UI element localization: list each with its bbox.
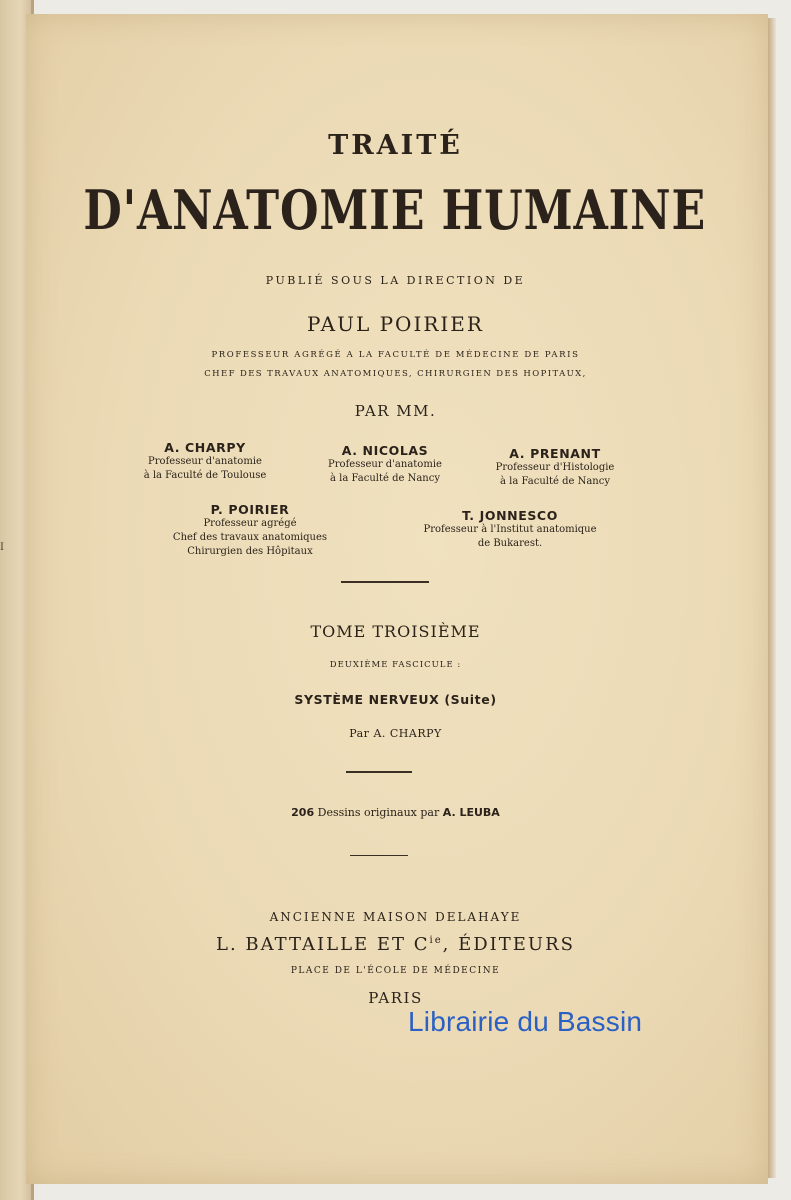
author-line: à la Faculté de Nancy	[330, 473, 440, 484]
publisher-place: PLACE DE L'ÉCOLE DE MÉDECINE	[290, 966, 501, 976]
title-line-2: D'ANATOMIE HUMAINE	[83, 178, 707, 242]
author-name: A. NICOLAS	[341, 443, 429, 458]
author-jonnesco	[420, 508, 600, 551]
author-name: P. POIRIER	[210, 502, 290, 517]
author-nicolas	[310, 443, 460, 486]
author-charpy	[130, 440, 280, 483]
publie-line: PUBLIÉ SOUS LA DIRECTION DE	[265, 274, 526, 287]
author-line: Professeur d'anatomie	[148, 456, 262, 467]
publisher-name	[0, 934, 791, 955]
leaf-mark: I	[0, 542, 4, 553]
author-line: Professeur d'anatomie	[328, 459, 442, 470]
publisher-city: PARIS	[368, 989, 423, 1007]
title-line-1: TRAITÉ	[328, 130, 463, 161]
author-name: A. CHARPY	[164, 440, 246, 455]
divider-rule	[341, 581, 429, 583]
par-mm: PAR MM.	[354, 402, 437, 420]
dessins-artist: A. LEUBA	[442, 806, 500, 819]
divider-rule	[350, 855, 408, 856]
author-prenant	[480, 446, 630, 489]
publisher-name-sup: ie	[429, 935, 443, 946]
director-title-2: CHEF DES TRAVAUX ANATOMIQUES, CHIRURGIEN DES HOPITAUX,	[204, 369, 587, 379]
par-charpy: Par A. CHARPY	[349, 727, 442, 740]
dessins-line	[0, 806, 791, 819]
author-line: Chef des travaux anatomiques	[172, 532, 328, 543]
author-line: Professeur à l'Institut anatomique	[423, 524, 597, 535]
author-line: Chirurgien des Hôpitaux	[187, 546, 313, 557]
director-name: PAUL POIRIER	[307, 312, 484, 336]
author-line: Professeur agrégé	[203, 518, 297, 529]
divider-rule	[346, 771, 412, 773]
author-line: Professeur d'Histologie	[495, 462, 615, 473]
systeme-line: SYSTÈME NERVEUX (Suite)	[294, 692, 497, 707]
author-poirier	[165, 502, 335, 559]
author-line: de Bukarest.	[477, 538, 543, 549]
author-name: T. JONNESCO	[462, 508, 558, 523]
publisher-ancienne: ANCIENNE MAISON DELAHAYE	[269, 910, 522, 924]
author-line: à la Faculté de Nancy	[500, 476, 610, 487]
author-name: A. PRENANT	[509, 446, 601, 461]
director-title-1: PROFESSEUR AGRÉGÉ A LA FACULTÉ DE MÉDECINE DE PARIS	[211, 350, 580, 360]
publisher-name-main: L. BATTAILLE ET C	[216, 934, 430, 955]
author-line: à la Faculté de Toulouse	[143, 470, 267, 481]
dessins-text: Dessins originaux par	[317, 806, 440, 819]
watermark-text: Librairie du Bassin	[408, 1006, 643, 1037]
publisher-name-tail: , ÉDITEURS	[442, 934, 575, 955]
tome-heading: TOME TROISIÈME	[310, 622, 481, 641]
dessins-count: 206	[291, 806, 315, 819]
fascicule-line: DEUXIÈME FASCICULE :	[329, 660, 462, 670]
